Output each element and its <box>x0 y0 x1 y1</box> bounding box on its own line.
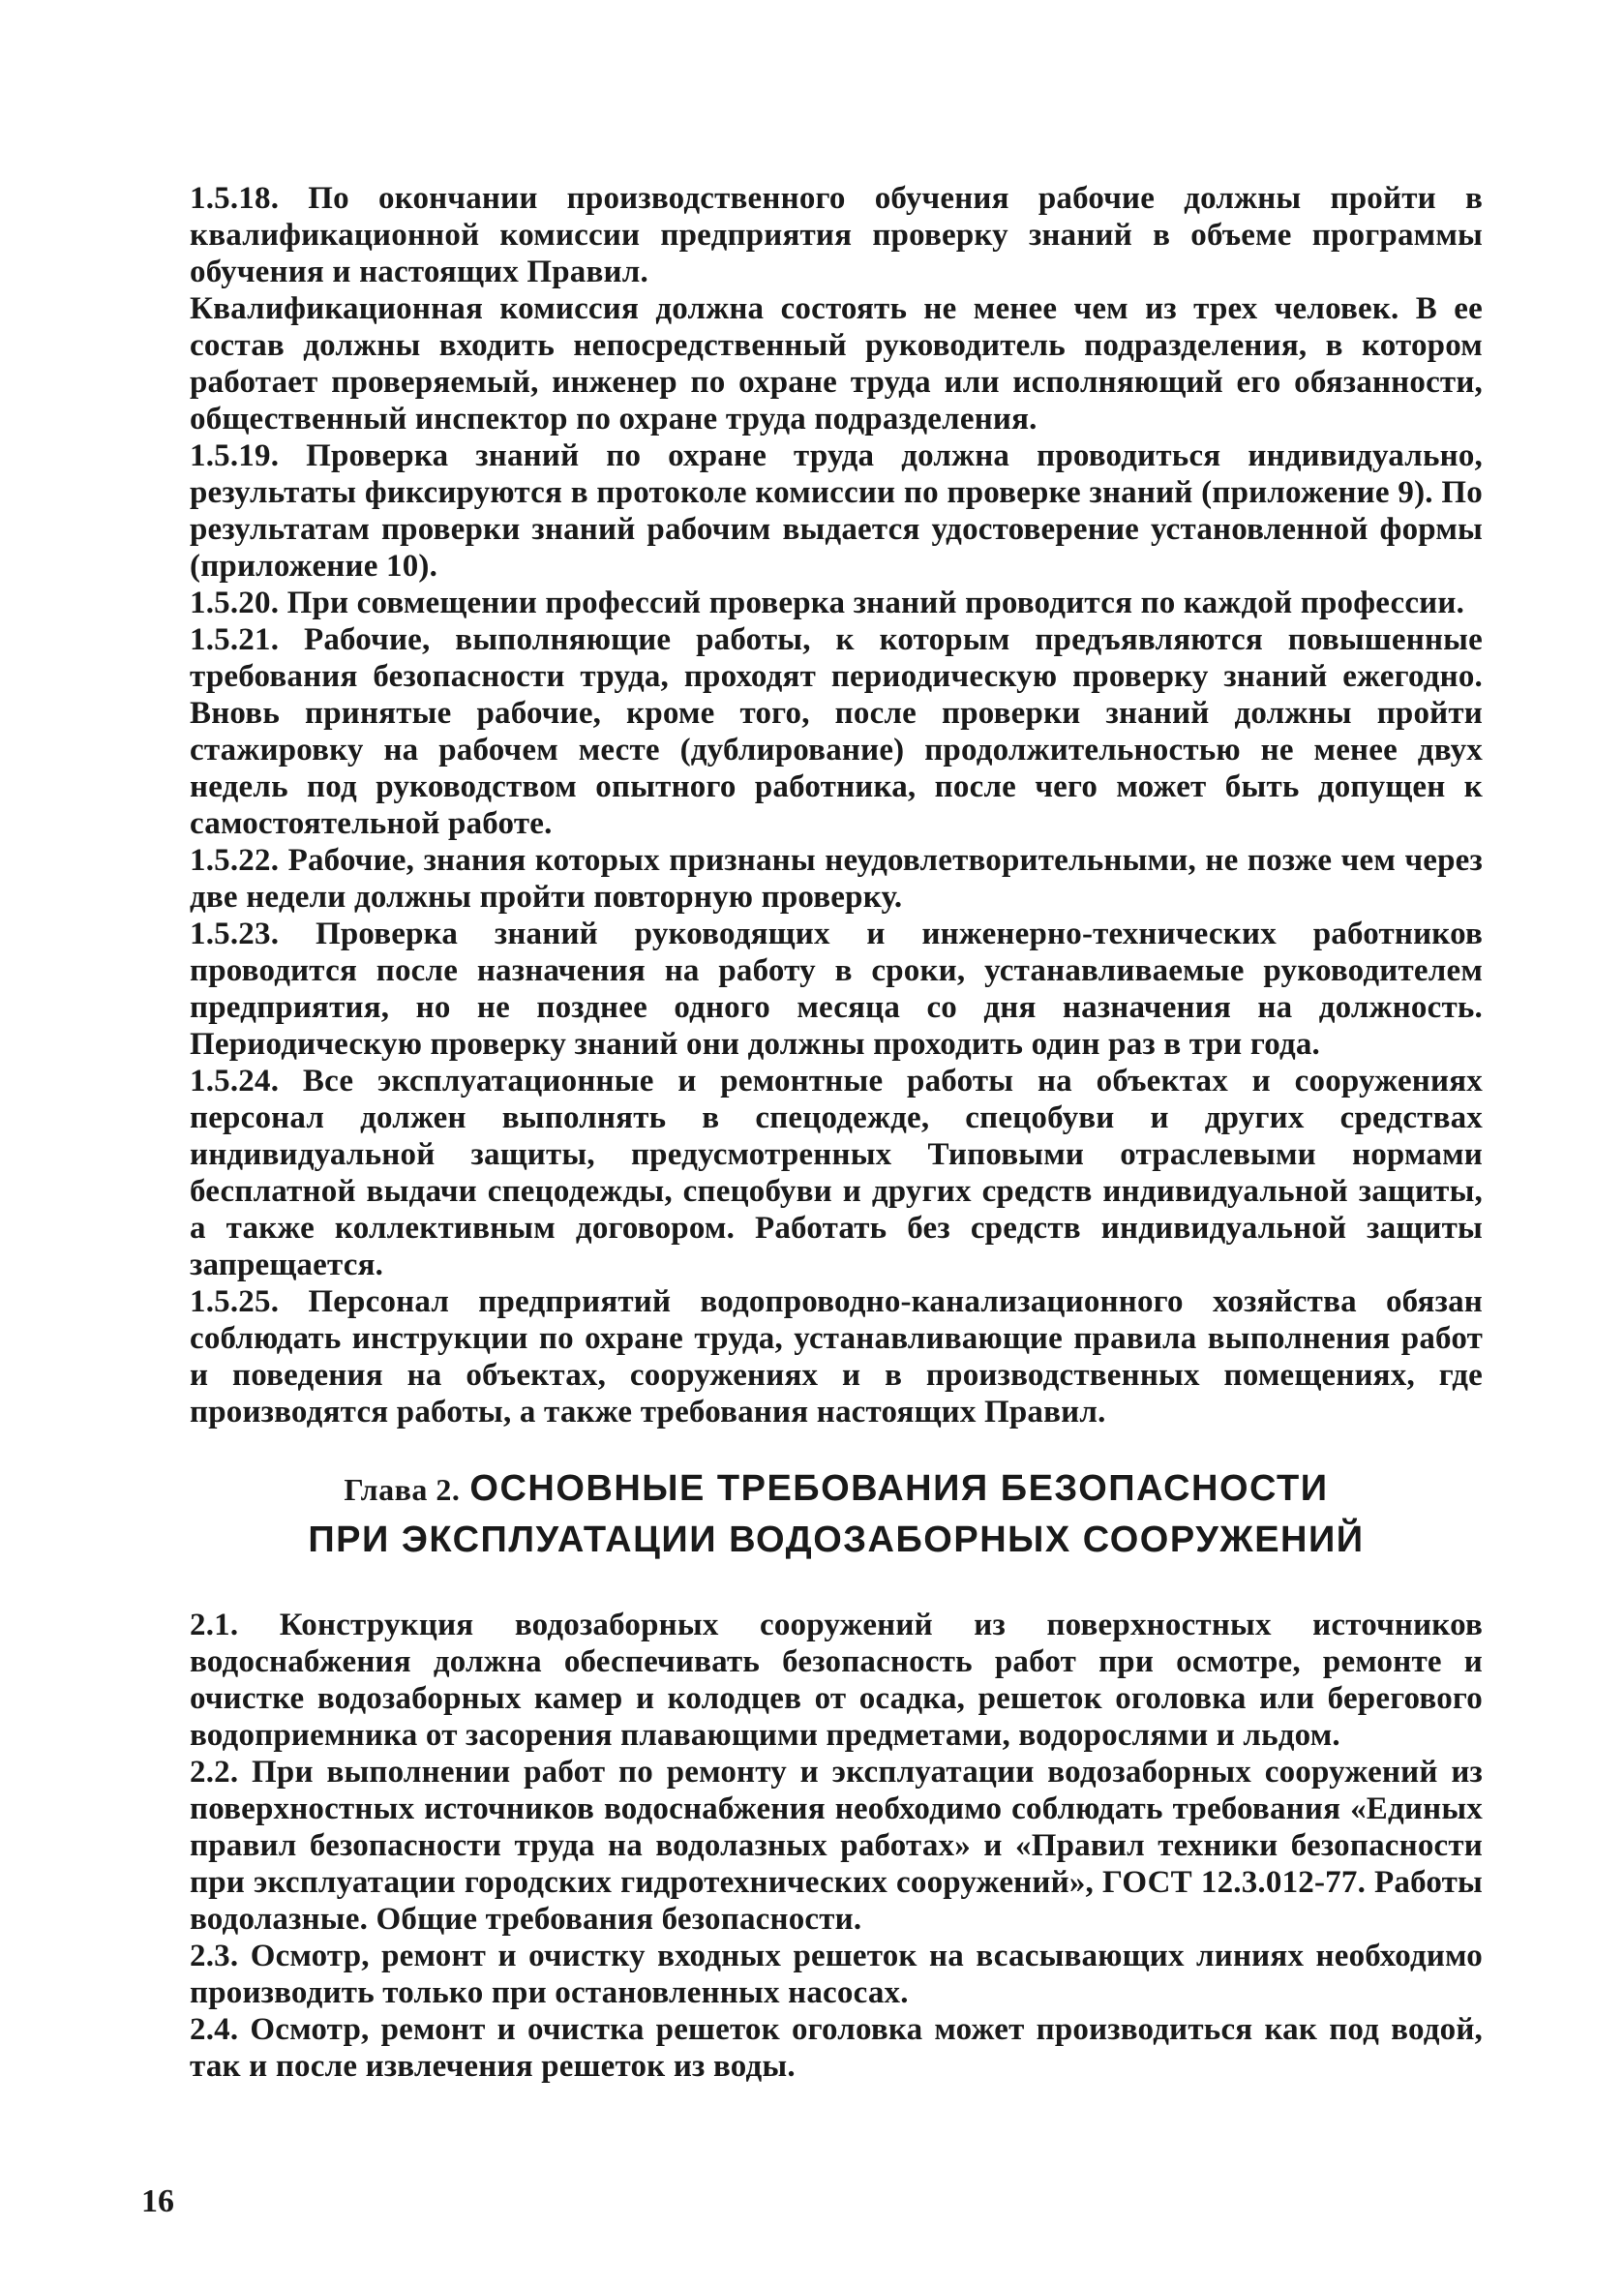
chapter-heading-line-1 <box>190 1463 1483 1515</box>
paragraph-1-5-18: 1.5.18. По окончании производственного обучения рабочие должны пройти в квалификационной комиссии предприятия проверку знаний в объеме программы обучения и настоящих Правил. <box>190 181 1483 289</box>
section-1-5-text <box>190 180 1483 1430</box>
paragraph-2-3: 2.3. Осмотр, ремонт и очистку входных решеток на всасывающих линиях необходимо производить только при остановленных насосах. <box>190 1939 1483 2010</box>
paragraph-qualification-commission: Квалификационная комиссия должна состоять не менее чем из трех человек. В ее состав должны входить непосредственный руководитель подразделения, в котором работает проверяемый, инженер по охране труда или исполняющий его обязанности, общественный инспектор по охране труда подразделения. <box>190 291 1483 436</box>
paragraph-1-5-25: 1.5.25. Персонал предприятий водопроводно-канализационного хозяйства обязан соблюдать инструкции по охране труда, устанавливающие правила выполнения работ и поведения на объектах, сооружениях и в производственных помещениях, где производятся работы, а также требования настоящих Правил. <box>190 1284 1483 1429</box>
paragraph-1-5-24: 1.5.24. Все эксплуатационные и ремонтные работы на объектах и сооружениях персонал должен выполнять в спецодежде, спецобуви и других средствах индивидуальной защиты, предусмотренных Типовыми отраслевыми нормами бесплатной выдачи спецодежды, спецобуви и других средств индивидуальной защиты, а также коллективным договором. Работать без средств индивидуальной защиты запрещается. <box>190 1064 1483 1282</box>
paragraph-2-1: 2.1. Конструкция водозаборных сооружений из поверхностных источников водоснабжения должна обеспечивать безопасность работ при осмотре, ремонте и очистке водозаборных камер и колодцев от осадка, решеток оголовка или берегового водоприемника от засорения плавающими предметами, водорослями и льдом. <box>190 1608 1483 1753</box>
paragraph-1-5-20: 1.5.20. При совмещении профессий проверка знаний проводится по каждой профессии. <box>190 586 1465 620</box>
paragraph-1-5-22: 1.5.22. Рабочие, знания которых признаны неудовлетворительными, не позже чем через две недели должны пройти повторную проверку. <box>190 843 1483 915</box>
paragraph-2-4: 2.4. Осмотр, ремонт и очистка решеток оголовка может производиться как под водой, так и после извлечения решеток из воды. <box>190 2012 1483 2084</box>
chapter-number: Глава 2. <box>344 1472 461 1507</box>
chapter-title-line-2: ПРИ ЭКСПЛУАТАЦИИ ВОДОЗАБОРНЫХ СООРУЖЕНИЙ <box>308 1520 1365 1560</box>
page-number: 16 <box>141 2183 174 2219</box>
paragraph-1-5-23: 1.5.23. Проверка знаний руководящих и инженерно-технических работников проводится после назначения на работу в сроки, устанавливаемые руководителем предприятия, но не позднее одного месяца со дня назначения на должность. Периодическую проверку знаний они должны проходить один раз в три года. <box>190 917 1483 1062</box>
chapter-heading <box>190 1463 1483 1565</box>
paragraph-1-5-21: 1.5.21. Рабочие, выполняющие работы, к которым предъявляются повышенные требования безопасности труда, проходят периодическую проверку знаний ежегодно. Вновь принятые рабочие, кроме того, после проверки знаний должны пройти стажировку на рабочем месте (дублирование) продолжительностью не менее двух недель под руководством опытного работника, после чего может быть допущен к самостоятельной работе. <box>190 622 1483 841</box>
paragraph-1-5-19: 1.5.19. Проверка знаний по охране труда должна проводиться индивидуально, результаты фиксируются в протоколе комиссии по проверке знаний (приложение 9). По результатам проверки знаний рабочим выдается удостоверение установленной формы (приложение 10). <box>190 438 1483 584</box>
section-2-text <box>190 1607 1483 2085</box>
paragraph-2-2: 2.2. При выполнении работ по ремонту и эксплуатации водозаборных сооружений из поверхностных источников водоснабжения необходимо соблюдать требования «Единых правил безопасности труда на водолазных работах» и «Правил техники безопасности при эксплуатации городских гидротехнических сооружений», ГОСТ 12.3.012-77. Работы водолазные. Общие требования безопасности. <box>190 1755 1483 1937</box>
chapter-title-line-1: ОСНОВНЫЕ ТРЕБОВАНИЯ БЕЗОПАСНОСТИ <box>469 1468 1329 1509</box>
